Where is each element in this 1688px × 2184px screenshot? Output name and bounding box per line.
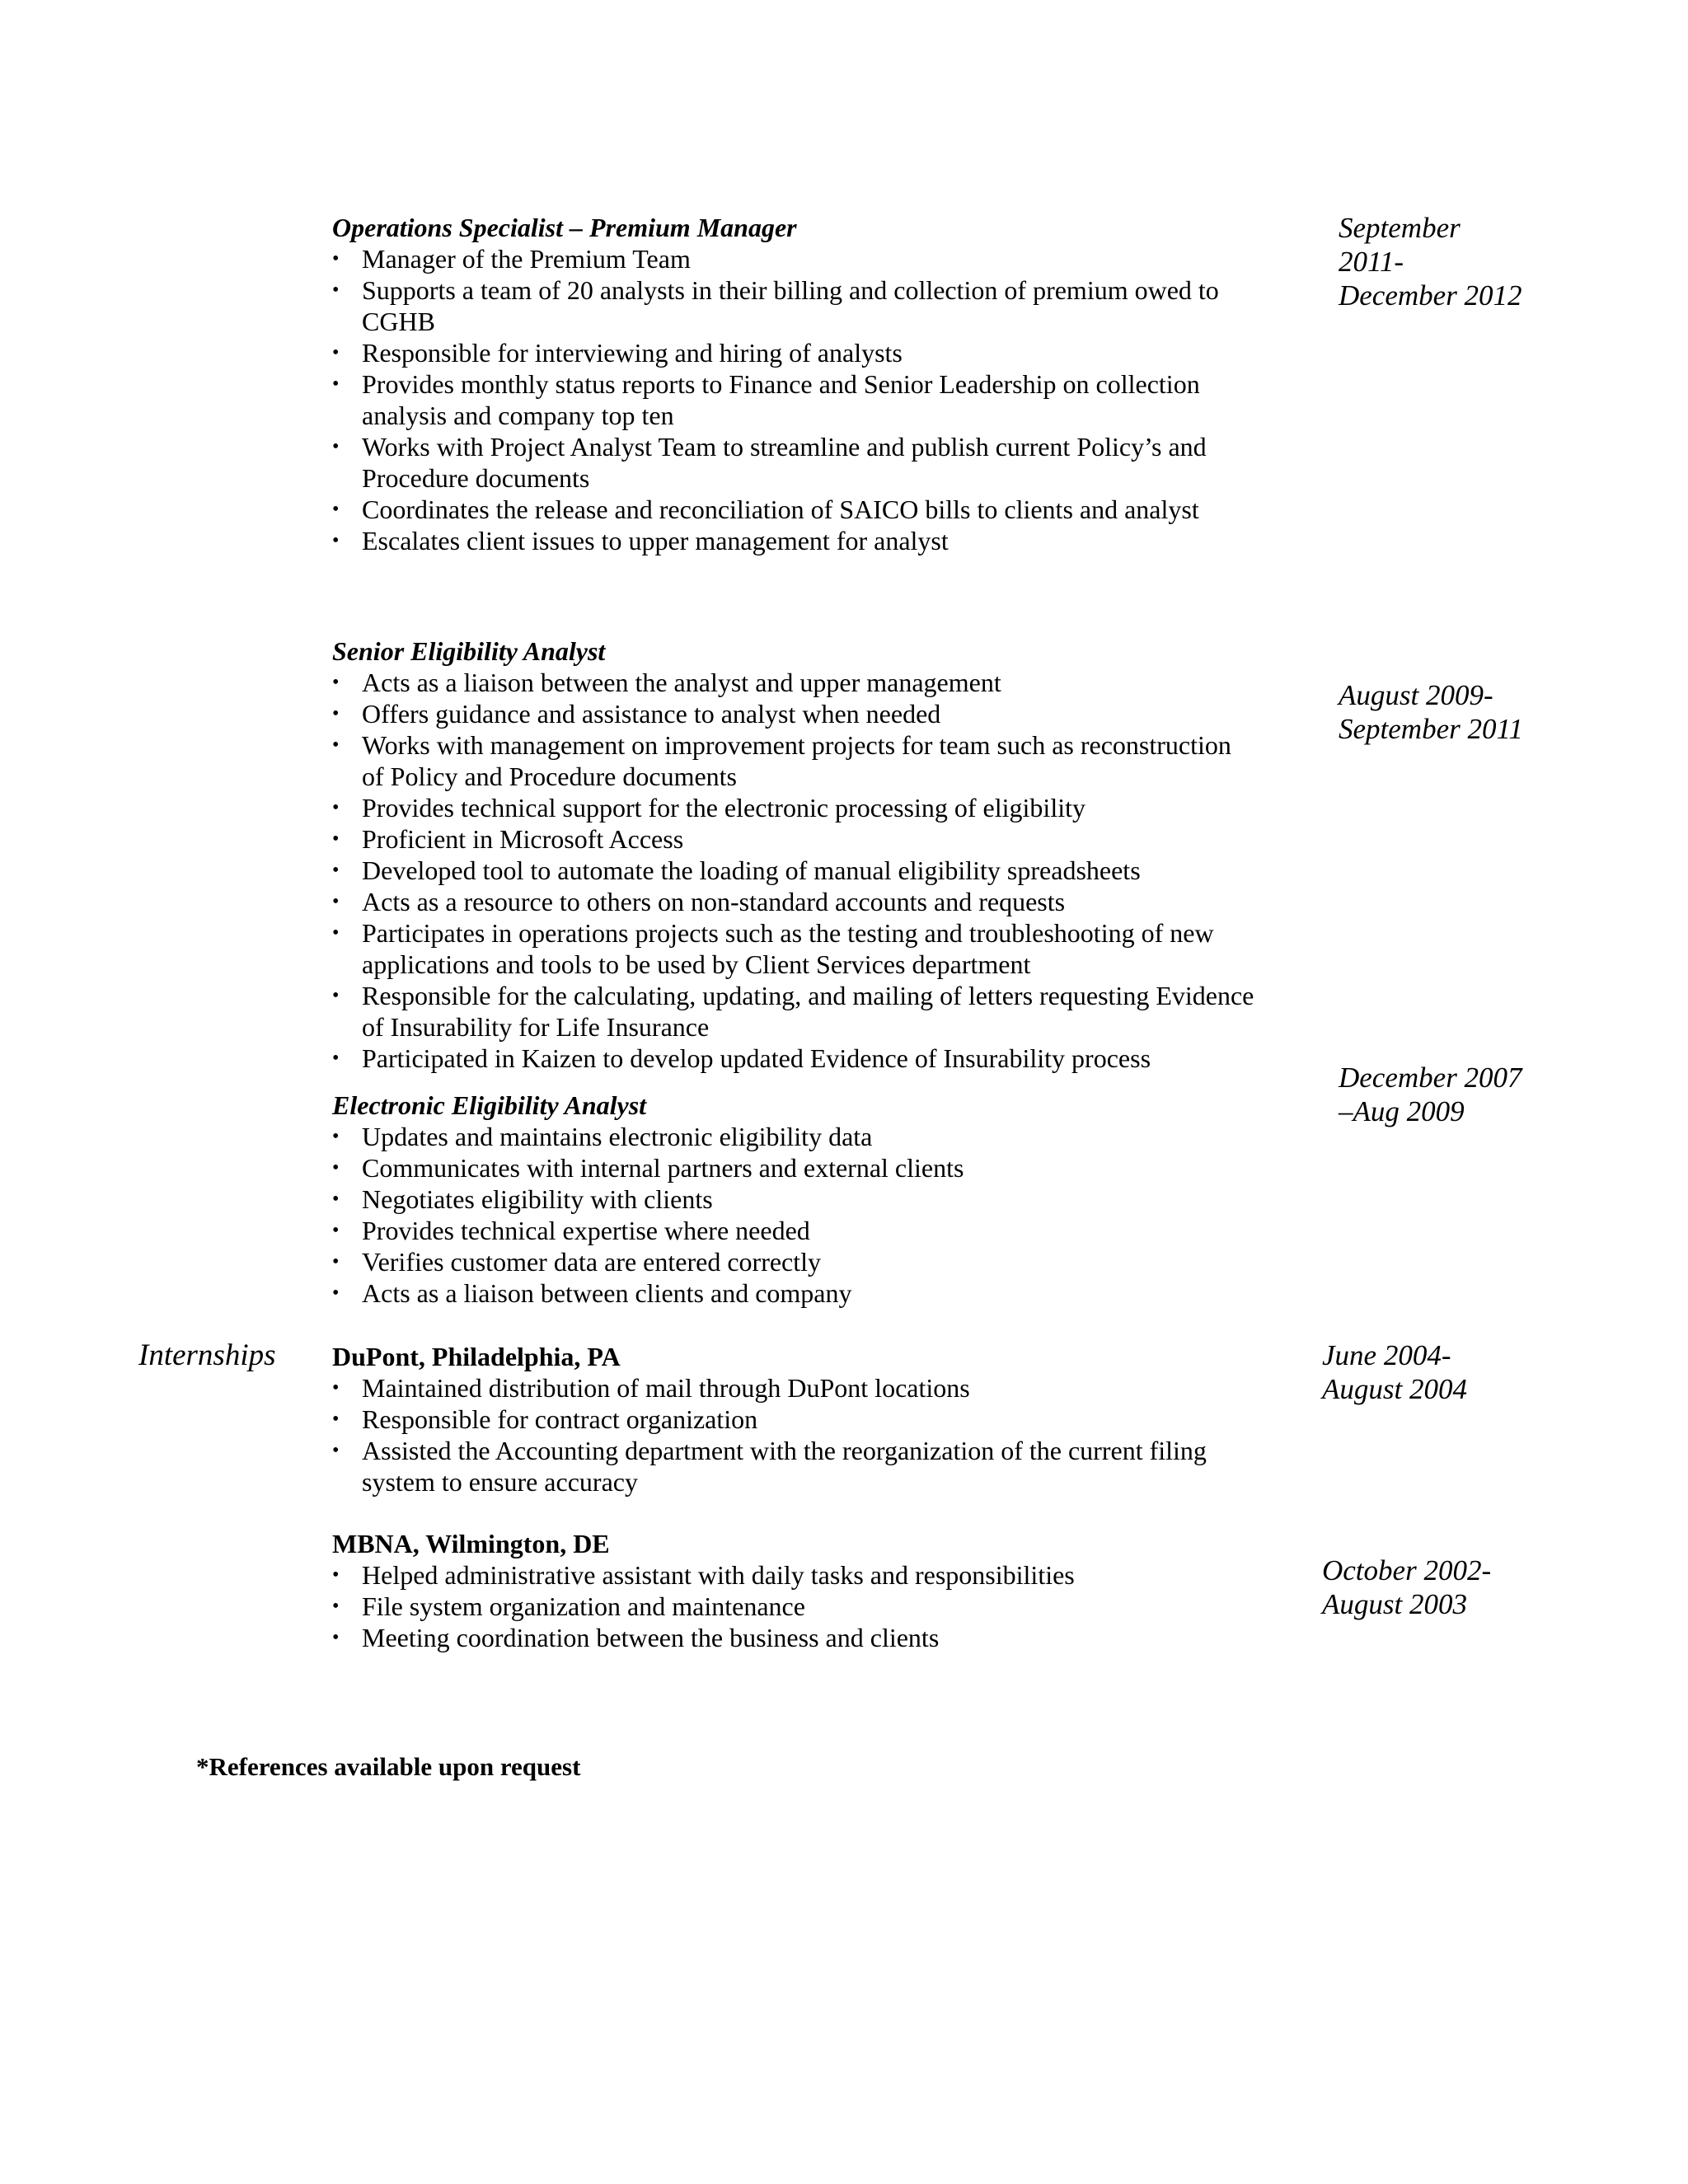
list-item: • Participates in operations projects such as the testing and troubleshooting of new applications and tools to be used by Client Services department bbox=[332, 917, 1255, 980]
list-item: • Coordinates the release and reconciliation of SAICO bills to clients and analyst bbox=[332, 494, 1255, 525]
job-electronic-eligibility-analyst bbox=[332, 1090, 1255, 1309]
job-operations-specialist bbox=[332, 212, 1255, 556]
list-item: • Offers guidance and assistance to analyst when needed bbox=[332, 698, 1255, 729]
list-item: • Proficient in Microsoft Access bbox=[332, 823, 1255, 855]
list-item: • Responsible for contract organization bbox=[332, 1404, 1255, 1435]
list-item: • Provides technical expertise where needed bbox=[332, 1215, 1255, 1246]
job-date: September 2011- December 2012 bbox=[1339, 212, 1522, 312]
list-item: • Responsible for the calculating, updating, and mailing of letters requesting Evidence of Insurability for Life Insurance bbox=[332, 980, 1255, 1043]
list-item: • Verifies customer data are entered correctly bbox=[332, 1246, 1255, 1277]
list-item: • Works with Project Analyst Team to streamline and publish current Policy’s and Procedure documents bbox=[332, 431, 1255, 494]
list-item: • Provides technical support for the electronic processing of eligibility bbox=[332, 792, 1255, 823]
list-item: • Helped administrative assistant with daily tasks and responsibilities bbox=[332, 1559, 1255, 1591]
job-senior-eligibility-analyst bbox=[332, 635, 1255, 1074]
list-item: • Acts as a liaison between clients and company bbox=[332, 1277, 1255, 1309]
list-item: • File system organization and maintenance bbox=[332, 1591, 1255, 1622]
list-item: • Supports a team of 20 analysts in their billing and collection of premium owed to CGHB bbox=[332, 274, 1255, 337]
list-item: • Manager of the Premium Team bbox=[332, 243, 1255, 274]
internship-date: October 2002- August 2003 bbox=[1322, 1554, 1492, 1620]
list-item: • Meeting coordination between the business and clients bbox=[332, 1622, 1255, 1653]
job-date: August 2009- September 2011 bbox=[1339, 679, 1523, 745]
list-item: • Negotiates eligibility with clients bbox=[332, 1183, 1255, 1215]
internship-title: DuPont, Philadelphia, PA bbox=[332, 1342, 621, 1371]
list-item: • Works with management on improvement projects for team such as reconstruction of Policy and Procedure documents bbox=[332, 729, 1255, 792]
internship-bullets bbox=[332, 1559, 1255, 1653]
list-item: • Updates and maintains electronic eligibility data bbox=[332, 1121, 1255, 1152]
list-item: • Maintained distribution of mail through DuPont locations bbox=[332, 1372, 1255, 1404]
internship-date: June 2004- August 2004 bbox=[1322, 1339, 1467, 1405]
list-item: • Communicates with internal partners and external clients bbox=[332, 1152, 1255, 1183]
list-item: • Assisted the Accounting department with the reorganization of the current filing system to ensure accuracy bbox=[332, 1435, 1255, 1497]
list-item: • Participated in Kaizen to develop updated Evidence of Insurability process bbox=[332, 1043, 1255, 1074]
references-note: *References available upon request bbox=[196, 1752, 581, 1781]
job-bullets bbox=[332, 1121, 1255, 1309]
list-item: • Responsible for interviewing and hiring of analysts bbox=[332, 337, 1255, 368]
list-item: • Acts as a liaison between the analyst and upper management bbox=[332, 667, 1255, 698]
internship-mbna bbox=[332, 1528, 1255, 1653]
internship-bullets bbox=[332, 1372, 1255, 1497]
job-date: December 2007 –Aug 2009 bbox=[1339, 1062, 1522, 1127]
list-item: • Acts as a resource to others on non-standard accounts and requests bbox=[332, 886, 1255, 917]
job-title: Electronic Eligibility Analyst bbox=[332, 1090, 647, 1120]
list-item: • Escalates client issues to upper management for analyst bbox=[332, 525, 1255, 556]
job-title: Operations Specialist – Premium Manager bbox=[332, 213, 797, 242]
internship-dupont bbox=[332, 1341, 1255, 1497]
list-item: • Provides monthly status reports to Finance and Senior Leadership on collection analysis and company top ten bbox=[332, 368, 1255, 431]
list-item: • Developed tool to automate the loading of manual eligibility spreadsheets bbox=[332, 855, 1255, 886]
internship-title: MBNA, Wilmington, DE bbox=[332, 1529, 610, 1558]
section-label-internships: Internships bbox=[138, 1338, 276, 1372]
job-bullets bbox=[332, 243, 1255, 556]
job-bullets bbox=[332, 667, 1255, 1074]
job-title: Senior Eligibility Analyst bbox=[332, 636, 606, 666]
